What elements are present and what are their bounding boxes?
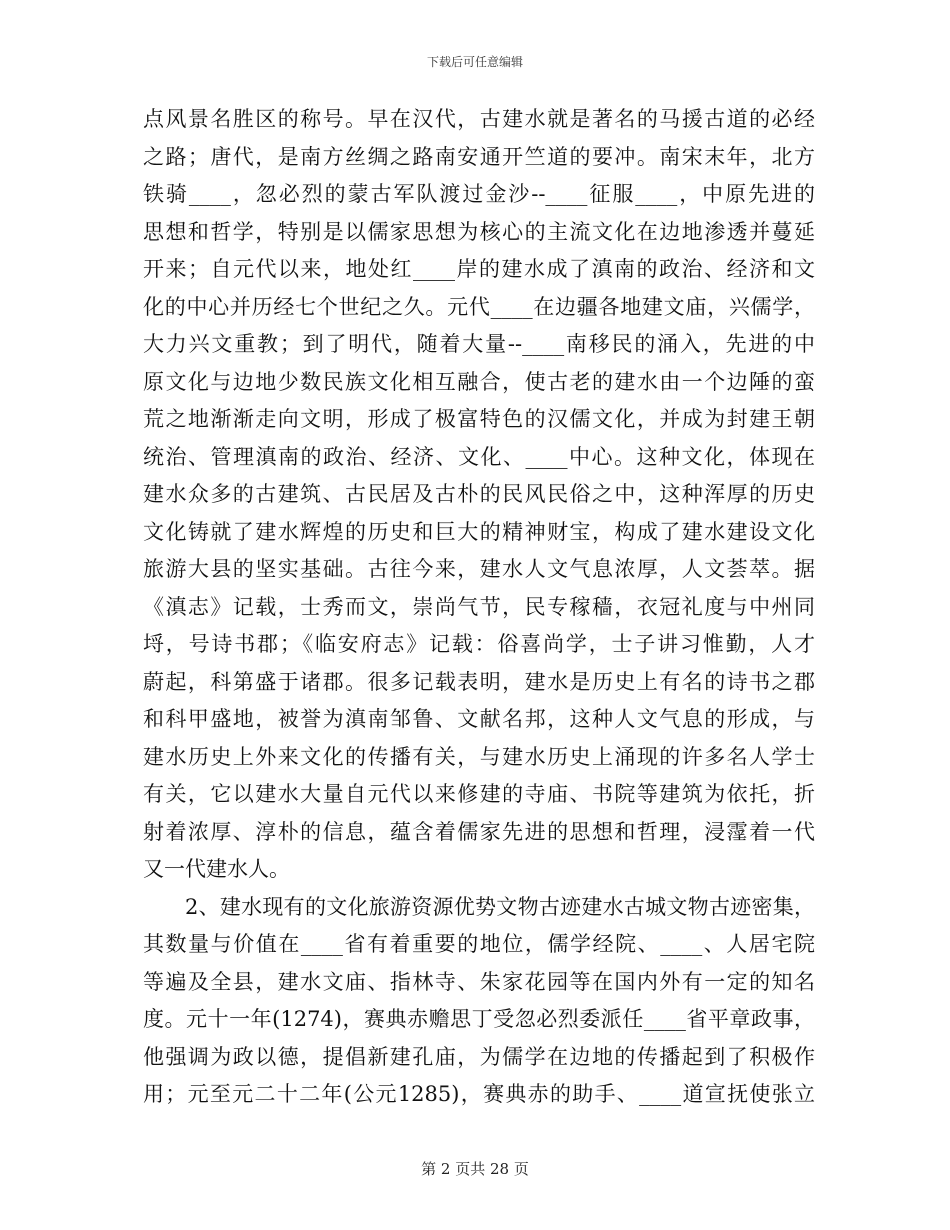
text-line: 建水众多的古建筑、古民居及古朴的民风民俗之中，这种浑厚的历史 bbox=[143, 482, 815, 506]
text-line: 射着浓厚、淳朴的信息，蕴含着儒家先进的思想和哲理，浸霪着一代 bbox=[143, 819, 815, 844]
text-line: 思想和哲学，特别是以儒家思想为核心的主流文化在边地渗透并蔓延 bbox=[143, 219, 815, 244]
text-line: 有关，它以建水大量自元代以来修建的寺庙、书院等建筑为依托，折 bbox=[143, 782, 815, 806]
document-body bbox=[143, 101, 815, 1114]
text-line: 铁骑____，忽必烈的蒙古军队渡过金沙--____征服____，中原先进的 bbox=[143, 182, 815, 206]
text-line: 荒之地渐渐走向文明，形成了极富特色的汉儒文化，并成为封建王朝 bbox=[143, 407, 815, 431]
text-line: 用；元至元二十二年(公元1285)，赛典赤的助手、____道宣抚使张立 bbox=[143, 1082, 815, 1106]
text-line: 点风景名胜区的称号。早在汉代，古建水就是著名的马援古道的必经 bbox=[143, 107, 815, 131]
text-line: 旅游大县的坚实基础。古往今来，建水人文气息浓厚，人文荟萃。据 bbox=[143, 557, 815, 581]
text-line: 他强调为政以德，提倡新建孔庙，为儒学在边地的传播起到了积极作 bbox=[143, 1044, 815, 1069]
text-line: 原文化与边地少数民族文化相互融合，使古老的建水由一个边陲的蛮 bbox=[143, 369, 815, 394]
text-line: 《滇志》记载，士秀而文，崇尚气节，民专稼穑，衣冠礼度与中州同 bbox=[143, 594, 815, 619]
text-line: 文化铸就了建水辉煌的历史和巨大的精神财宝，构成了建水建设文化 bbox=[143, 519, 815, 544]
text-line: 开来；自元代以来，地处红____岸的建水成了滇南的政治、经济和文 bbox=[143, 257, 815, 281]
text-line: 化的中心并历经七个世纪之久。元代____在边疆各地建文庙，兴儒学， bbox=[143, 294, 815, 319]
text-line: 和科甲盛地，被誉为滇南邹鲁、文献名邦，这种人文气息的形成，与 bbox=[143, 707, 815, 731]
text-line: 大力兴文重教；到了明代，随着大量--____南移民的涌入，先进的中 bbox=[143, 332, 815, 356]
text-line: 度。元十一年(1274)，赛典赤赡思丁受忽必烈委派任____省平章政事， bbox=[143, 1007, 815, 1031]
text-line: 2、建水现有的文化旅游资源优势文物古迹建水古城文物古迹密集， bbox=[185, 894, 815, 919]
text-line: 蔚起，科第盛于诸郡。很多记载表明，建水是历史上有名的诗书之郡 bbox=[143, 669, 815, 694]
text-line: 其数量与价值在____省有着重要的地位，儒学经院、____、人居宅院 bbox=[143, 932, 815, 956]
text-line: 又一代建水人。 bbox=[143, 857, 290, 881]
text-line: 统治、管理滇南的政治、经济、文化、____中心。这种文化，体现在 bbox=[143, 444, 815, 469]
page-header: 下载后可任意编辑 bbox=[426, 55, 523, 69]
text-line: 建水历史上外来文化的传播有关，与建水历史上涌现的许多名人学士 bbox=[143, 744, 815, 769]
text-line: 等遍及全县，建水文庙、指林寺、朱家花园等在国内外有一定的知名 bbox=[143, 969, 815, 994]
page-footer: 第 2 页共 28 页 bbox=[421, 1160, 529, 1178]
text-line: 埒，号诗书郡；《临安府志》记载：俗喜尚学，士子讲习惟勤，人才 bbox=[143, 632, 815, 656]
text-line: 之路；唐代，是南方丝绸之路南安通开竺道的要冲。南宋末年，北方 bbox=[143, 144, 815, 169]
